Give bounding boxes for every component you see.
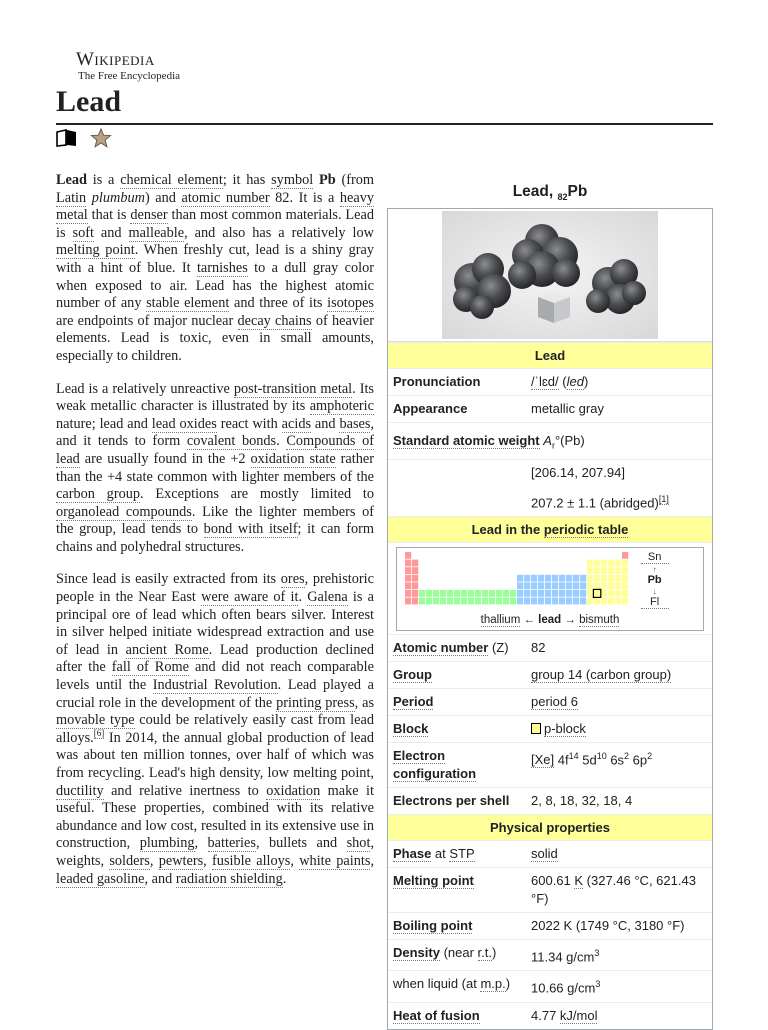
phase-label: Phase at STP xyxy=(393,845,475,861)
pt-cell-f xyxy=(454,590,460,597)
text-run: . Exceptions are mostly limited to xyxy=(140,486,374,503)
pt-cell-d xyxy=(538,575,544,582)
pt-cell-p xyxy=(587,582,593,589)
pt-cell-f xyxy=(454,598,460,605)
pt-cell-d xyxy=(531,575,537,582)
atomic-number-value: 82 xyxy=(531,639,546,655)
ipa-link[interactable]: /ˈlɛd/ xyxy=(531,374,559,389)
text-run: , and xyxy=(144,870,176,887)
book-icon[interactable] xyxy=(56,129,78,152)
article-link[interactable]: stable element xyxy=(146,295,230,312)
pt-cell-p xyxy=(608,575,614,582)
lead-sample-image[interactable] xyxy=(388,209,712,342)
article-link[interactable]: radiation shielding xyxy=(175,870,283,887)
pt-cell-d xyxy=(566,598,572,605)
pt-cell-p xyxy=(608,560,614,567)
paragraph-history xyxy=(56,571,374,888)
article-link[interactable]: isotopes xyxy=(327,295,374,312)
electron-configuration-label: Electron configuration xyxy=(393,747,477,781)
pt-cell-d xyxy=(566,590,572,597)
pt-cell-p xyxy=(622,590,628,597)
pt-cell-p xyxy=(601,590,607,597)
pt-cell-d xyxy=(531,598,537,605)
atomic-number-label: Atomic number (Z) xyxy=(393,639,509,655)
pt-cell-d xyxy=(531,590,537,597)
row-electron-configuration xyxy=(388,742,712,787)
pt-cell-p xyxy=(587,567,593,574)
text-run: , xyxy=(370,852,375,869)
pt-cell-f xyxy=(433,590,439,597)
article-link[interactable]: leaded gasoline xyxy=(56,870,145,887)
saw-abridged-value: 207.2 ± 1.1 (abridged)[1] xyxy=(531,493,669,510)
article-link[interactable]: post-transition metal xyxy=(233,380,353,397)
pt-cell-d xyxy=(559,582,565,589)
pt-cell-p xyxy=(615,582,621,589)
melting-point-value: 600.61 K (327.46 °C, 621.43 °F) xyxy=(531,872,696,906)
paragraph-intro xyxy=(56,172,374,366)
text-run: than most common materials. Lead is xyxy=(56,207,374,241)
pt-cell-d xyxy=(552,575,558,582)
text-run: , xyxy=(290,852,300,869)
density-liquid-label: when liquid (at m.p.) xyxy=(393,976,511,992)
row-block xyxy=(388,715,712,742)
pt-cell-d xyxy=(517,582,523,589)
pt-cell-f xyxy=(426,590,432,597)
section-header-lead: Lead xyxy=(388,342,712,368)
text-run: . xyxy=(276,433,287,450)
pt-cell-p xyxy=(615,598,621,605)
text-run: and xyxy=(311,415,340,432)
text-run: , prehistoric people in the Near East xyxy=(56,571,374,606)
pt-cell-p xyxy=(587,575,593,582)
pt-cell-d xyxy=(538,582,544,589)
pt-cell-p xyxy=(608,598,614,605)
pt-cell-d xyxy=(524,575,530,582)
pt-cell-f xyxy=(510,598,516,605)
article-body xyxy=(56,172,374,903)
text-run: nature; lead and xyxy=(56,415,152,432)
article-link[interactable]: ancient Rome xyxy=(125,641,209,658)
article-link[interactable]: organolead compounds xyxy=(56,503,192,520)
pt-cell-d xyxy=(545,590,551,597)
pt-cell-p xyxy=(615,575,621,582)
pt-cell-f xyxy=(440,590,446,597)
row-melting-point xyxy=(388,867,712,912)
melting-point-label: Melting point xyxy=(393,872,474,888)
p-block-swatch-icon xyxy=(531,723,541,734)
text-run: , as xyxy=(354,694,375,711)
pt-cell-p xyxy=(601,560,607,567)
text-run: of heavier elements. Lead is toxic, even in small amounts, especially to children. xyxy=(56,312,375,364)
text-run: and relative inertness to xyxy=(103,782,267,799)
pt-cell-d xyxy=(524,590,530,597)
pt-cell-f xyxy=(475,598,481,605)
article-link[interactable]: white paints xyxy=(299,852,371,869)
pt-cell-d xyxy=(573,598,579,605)
row-period xyxy=(388,688,712,715)
pt-cell-f xyxy=(482,598,488,605)
pt-cell-s xyxy=(405,598,411,605)
article-link[interactable]: ductility xyxy=(56,782,104,799)
pt-cell-s xyxy=(622,552,628,559)
boiling-point-label: Boiling point xyxy=(393,917,473,933)
article-link[interactable]: movable type xyxy=(56,712,135,729)
pt-cell-s xyxy=(412,575,418,582)
row-standard-atomic-weight xyxy=(388,422,712,459)
row-density-liquid xyxy=(388,970,712,1001)
text-run: , xyxy=(194,835,208,852)
article-link[interactable]: amphoteric xyxy=(309,398,374,415)
row-saw-abridged xyxy=(388,486,712,516)
down-arrow-icon: ↓ xyxy=(652,586,657,596)
block-value: p-block xyxy=(531,720,707,738)
mini-periodic-table[interactable] xyxy=(405,552,637,614)
thallium-link[interactable]: thallium xyxy=(480,613,521,626)
pt-cell-f xyxy=(440,598,446,605)
article-link[interactable]: lead oxides xyxy=(151,415,217,432)
article-link[interactable]: shot xyxy=(346,835,371,852)
pt-cell-d xyxy=(545,575,551,582)
pt-cell-d xyxy=(573,575,579,582)
article-link[interactable]: Galena xyxy=(307,589,348,606)
pt-cell-f xyxy=(503,590,509,597)
article-link[interactable]: carbon group xyxy=(56,486,141,503)
pt-cell-d xyxy=(559,575,565,582)
pt-cell-s xyxy=(405,575,411,582)
pt-cell-p xyxy=(594,590,600,597)
pt-cell-s xyxy=(412,567,418,574)
row-pronunciation xyxy=(388,368,712,395)
logo-tagline: The Free Encyclopedia xyxy=(78,70,181,82)
pt-cell-d xyxy=(545,598,551,605)
article-link[interactable]: fall of Rome xyxy=(111,659,189,676)
pt-cell-p xyxy=(594,582,600,589)
pt-cell-d xyxy=(580,598,586,605)
infobox-table xyxy=(387,208,713,1030)
row-saw-interval xyxy=(388,459,712,486)
pt-cell-p xyxy=(594,567,600,574)
periodic-table-widget xyxy=(388,542,712,634)
infobox-title: Lead, $_{82}$Pb xyxy=(512,183,588,203)
text-run: , weights, xyxy=(56,835,375,869)
text-run: , and it tends to form xyxy=(56,415,374,450)
pt-cell-s xyxy=(412,560,418,567)
article-link[interactable]: covalent bonds xyxy=(186,433,277,450)
text-run: , xyxy=(149,852,159,869)
heat-of-fusion-label: Heat of fusion xyxy=(393,1007,480,1023)
text-run: , and also has a relatively low xyxy=(184,224,374,241)
respelling-link[interactable]: led xyxy=(566,374,584,389)
row-electrons-per-shell xyxy=(388,787,712,814)
article-link[interactable]: heavy metal xyxy=(56,189,375,224)
pt-cell-s xyxy=(412,582,418,589)
article-link[interactable]: denser xyxy=(130,207,168,224)
row-boiling-point xyxy=(388,912,712,939)
text-run: that is xyxy=(87,207,131,224)
bold-term: Lead xyxy=(56,172,87,188)
density-label: Density (near r.t.) xyxy=(393,944,497,960)
row-group xyxy=(388,661,712,688)
article-link[interactable]: fusible alloys xyxy=(212,852,291,869)
bold-term: Pb xyxy=(319,172,336,188)
pt-cell-d xyxy=(538,598,544,605)
electrons-per-shell-value: 2, 8, 18, 32, 18, 4 xyxy=(531,792,633,808)
text-run: and three of its xyxy=(229,295,328,312)
pt-cell-d xyxy=(552,590,558,597)
pt-cell-p xyxy=(608,590,614,597)
text-run: to a dull gray color when exposed to air. Lead has the highest atomic number of any xyxy=(56,259,375,312)
reference-1[interactable]: [1] xyxy=(658,493,669,504)
article-link[interactable]: symbol xyxy=(271,172,314,188)
pt-cell-p xyxy=(594,560,600,567)
article-link[interactable]: Industrial Revolution xyxy=(152,677,278,694)
phase-value: solid xyxy=(531,845,558,861)
pt-cell-p xyxy=(622,598,628,605)
text-run: rather than the +4 state common with lighter members of the xyxy=(56,450,374,485)
text-run: are endpoints of major nuclear xyxy=(56,312,238,329)
pt-cell-f xyxy=(447,598,453,605)
italic-term: plumbum xyxy=(91,189,145,206)
pt-cell-f xyxy=(461,590,467,597)
density-value: 11.34 $g/cm^3$ xyxy=(531,947,600,965)
row-atomic-number xyxy=(388,634,712,661)
pt-cell-p xyxy=(587,560,593,567)
pt-cell-p xyxy=(615,590,621,597)
text-run: , bullets and xyxy=(255,835,347,852)
neighbors-vertical xyxy=(641,552,669,609)
pt-cell-f xyxy=(510,590,516,597)
article-link[interactable]: batteries xyxy=(207,835,256,852)
row-phase xyxy=(388,840,712,867)
bismuth-link[interactable]: bismuth xyxy=(579,613,620,626)
pt-cell-f xyxy=(468,590,474,597)
pt-cell-p xyxy=(622,567,628,574)
row-heat-of-fusion xyxy=(388,1002,712,1029)
article-link[interactable]: printing press xyxy=(276,694,355,711)
article-link[interactable]: Compounds of lead xyxy=(56,433,374,467)
article-link[interactable]: bases xyxy=(339,415,371,432)
pt-cell-p xyxy=(622,575,628,582)
page-actions xyxy=(56,128,112,153)
pt-cell-s xyxy=(405,590,411,597)
appearance-value: metallic gray xyxy=(531,401,604,416)
pt-cell-d xyxy=(531,582,537,589)
pt-cell-p xyxy=(601,567,607,574)
neighbors-horizontal: thallium ← lead → bismuth xyxy=(480,613,620,626)
article-link[interactable]: decay chains xyxy=(237,312,312,329)
boiling-point-value: 2022 K (1749 °C, 3180 °F) xyxy=(531,917,685,933)
pt-cell-d xyxy=(580,582,586,589)
reference-link[interactable]: [6] xyxy=(93,728,105,739)
pt-cell-p xyxy=(594,598,600,605)
article-link[interactable]: melting point xyxy=(56,242,135,259)
text-run: is a xyxy=(86,172,121,188)
up-arrow-icon: ↑ xyxy=(652,564,657,574)
text-run: ; it has xyxy=(222,172,272,188)
pt-cell-d xyxy=(517,575,523,582)
text-run: Lead is a relatively unreactive xyxy=(56,380,234,397)
pt-cell-p xyxy=(594,575,600,582)
pt-cell-p xyxy=(615,567,621,574)
section-header-physical: Physical properties xyxy=(388,814,712,840)
pt-cell-s xyxy=(405,567,411,574)
pt-cell-f xyxy=(489,598,495,605)
appearance-label: Appearance xyxy=(393,401,468,416)
pt-cell-f xyxy=(489,590,495,597)
pt-cell-s xyxy=(405,582,411,589)
pt-cell-s xyxy=(405,560,411,567)
pt-cell-d xyxy=(517,598,523,605)
article-link[interactable]: plumbing xyxy=(139,835,195,852)
pt-cell-f xyxy=(419,590,425,597)
text-run: are usually found in the +2 xyxy=(79,450,251,467)
section-header-periodic-table: Lead in the periodic table xyxy=(388,516,712,542)
text-run: . Lead production declined after the xyxy=(56,641,374,676)
pt-cell-f xyxy=(496,590,502,597)
pt-cell-p xyxy=(601,582,607,589)
pt-cell-d xyxy=(559,598,565,605)
pt-cell-d xyxy=(552,582,558,589)
text-run: . xyxy=(282,870,287,887)
pt-cell-p xyxy=(601,575,607,582)
pt-cell-s xyxy=(412,590,418,597)
article-link[interactable]: chemical element xyxy=(120,172,223,188)
electrons-per-shell-label: Electrons per shell xyxy=(393,792,510,808)
group-value: group 14 (carbon group) xyxy=(531,666,672,682)
text-run: and xyxy=(93,224,129,241)
pt-cell-s xyxy=(412,598,418,605)
pt-cell-p xyxy=(622,582,628,589)
pt-cell-f xyxy=(503,598,509,605)
text-run: ) and xyxy=(144,189,182,206)
article-link[interactable]: Latin xyxy=(56,189,87,206)
text-run: . xyxy=(298,589,308,606)
pt-cell-f xyxy=(426,598,432,605)
pt-cell-d xyxy=(580,590,586,597)
saw-link[interactable]: Standard atomic weight xyxy=(393,433,540,448)
pt-cell-d xyxy=(545,582,551,589)
article-link[interactable]: ores xyxy=(280,571,305,588)
pt-cell-d xyxy=(566,582,572,589)
pt-cell-p xyxy=(587,598,593,605)
pronunciation-value: /ˈlɛd/ (led) xyxy=(531,374,589,389)
pt-cell-d xyxy=(517,590,523,597)
pt-cell-s xyxy=(405,552,411,559)
article-link[interactable]: pewters xyxy=(158,852,204,869)
article-link[interactable]: acids xyxy=(281,415,312,432)
article-link[interactable]: were aware of it xyxy=(201,589,299,606)
star-icon[interactable] xyxy=(90,128,112,153)
text-run: make it useful. These properties, combined with its relative abundance and low cost, resulted in its extensive use in construction, xyxy=(56,782,374,852)
text-run: . Like the lighter members of the group, lead tends to xyxy=(56,503,375,538)
article-link[interactable]: bond with itself xyxy=(203,521,298,538)
pronunciation-label: Pronunciation xyxy=(393,374,481,389)
page-title: Lead xyxy=(56,85,122,118)
block-label: Block xyxy=(393,720,429,736)
article-link[interactable]: malleable xyxy=(128,224,185,241)
pt-cell-d xyxy=(580,575,586,582)
pt-cell-d xyxy=(573,582,579,589)
article-link[interactable]: atomic number xyxy=(181,189,270,206)
pt-cell-f xyxy=(475,590,481,597)
logo-wordmark: Wikipedia xyxy=(76,49,155,70)
title-divider xyxy=(56,123,713,125)
heat-of-fusion-value: 4.77 kJ/mol xyxy=(531,1007,598,1023)
paragraph-chemistry xyxy=(56,381,374,557)
text-run: ; it can form chains and polyhedral structures. xyxy=(56,521,374,555)
text-run: . Its weak metallic character is illustrated by its xyxy=(56,380,374,415)
periodic-table-link[interactable]: periodic table xyxy=(543,521,629,537)
text-run: In 2014, the annual global production of lead was about ten million tonnes, over half of which was from recycling. Lead's high density, low melting point, xyxy=(56,729,374,781)
lead-symbol: Pb xyxy=(647,573,662,586)
pt-cell-f xyxy=(447,590,453,597)
pt-cell-p xyxy=(601,598,607,605)
pt-cell-p xyxy=(587,590,593,597)
saw-label: Standard atomic weight $A_r^\circ(Pb)$ xyxy=(393,433,585,451)
article-link[interactable]: oxidation state xyxy=(250,450,336,467)
saw-interval-value: [206.14, 207.94] xyxy=(531,464,625,480)
pt-cell-d xyxy=(559,590,565,597)
row-density xyxy=(388,939,712,970)
pt-cell-d xyxy=(524,582,530,589)
electron-configuration-value: [Xe] $4f^{14}$ $5d^{10}$ $6s^2$ $6p^2$ xyxy=(531,750,653,768)
pt-cell-d xyxy=(538,590,544,597)
row-appearance xyxy=(388,395,712,422)
pt-cell-d xyxy=(552,598,558,605)
text-run: 82. It is a xyxy=(269,189,340,206)
wikipedia-logo[interactable] xyxy=(76,50,180,82)
flerovium-link[interactable]: Fl xyxy=(641,597,669,609)
article-link[interactable]: oxidation xyxy=(266,782,321,799)
text-run: . When freshly cut, lead is a shiny gray with a hint of blue. It xyxy=(56,242,374,276)
pt-cell-d xyxy=(566,575,572,582)
text-run: . Lead played a crucial role in the development of the xyxy=(56,677,374,711)
text-run: Since lead is easily extracted from its xyxy=(56,571,281,588)
pt-cell-f xyxy=(482,590,488,597)
pt-cell-p xyxy=(608,582,614,589)
text-run: could be relatively easily cast from lead alloys. xyxy=(56,712,374,746)
group-label: Group xyxy=(393,666,432,682)
text-run: is a principal ore of lead which often bears silver. Interest in silver helped initiate widespread extraction and use of lead in xyxy=(56,589,374,658)
pt-cell-f xyxy=(433,598,439,605)
text-run: (from xyxy=(335,172,375,188)
pt-cell-f xyxy=(419,598,425,605)
pt-cell-p xyxy=(615,560,621,567)
text-run: react with xyxy=(216,415,282,432)
pt-cell-f xyxy=(496,598,502,605)
text-run: and did not reach comparable levels until the xyxy=(56,659,374,694)
period-label: Period xyxy=(393,693,434,709)
pt-cell-p xyxy=(608,567,614,574)
pt-cell-f xyxy=(461,598,467,605)
period-value: period 6 xyxy=(531,693,578,709)
text-run: , xyxy=(203,852,213,869)
pt-cell-f xyxy=(468,598,474,605)
article-link[interactable]: solders xyxy=(109,852,150,869)
density-liquid-value: 10.66 $g/cm^3$ xyxy=(531,979,601,996)
article-link[interactable]: tarnishes xyxy=(196,259,248,276)
pt-cell-p xyxy=(622,560,628,567)
pt-cell-d xyxy=(524,598,530,605)
pt-cell-d xyxy=(573,590,579,597)
infobox xyxy=(387,178,713,1030)
tin-link[interactable]: Sn xyxy=(641,552,669,564)
article-link[interactable]: soft xyxy=(72,224,94,241)
